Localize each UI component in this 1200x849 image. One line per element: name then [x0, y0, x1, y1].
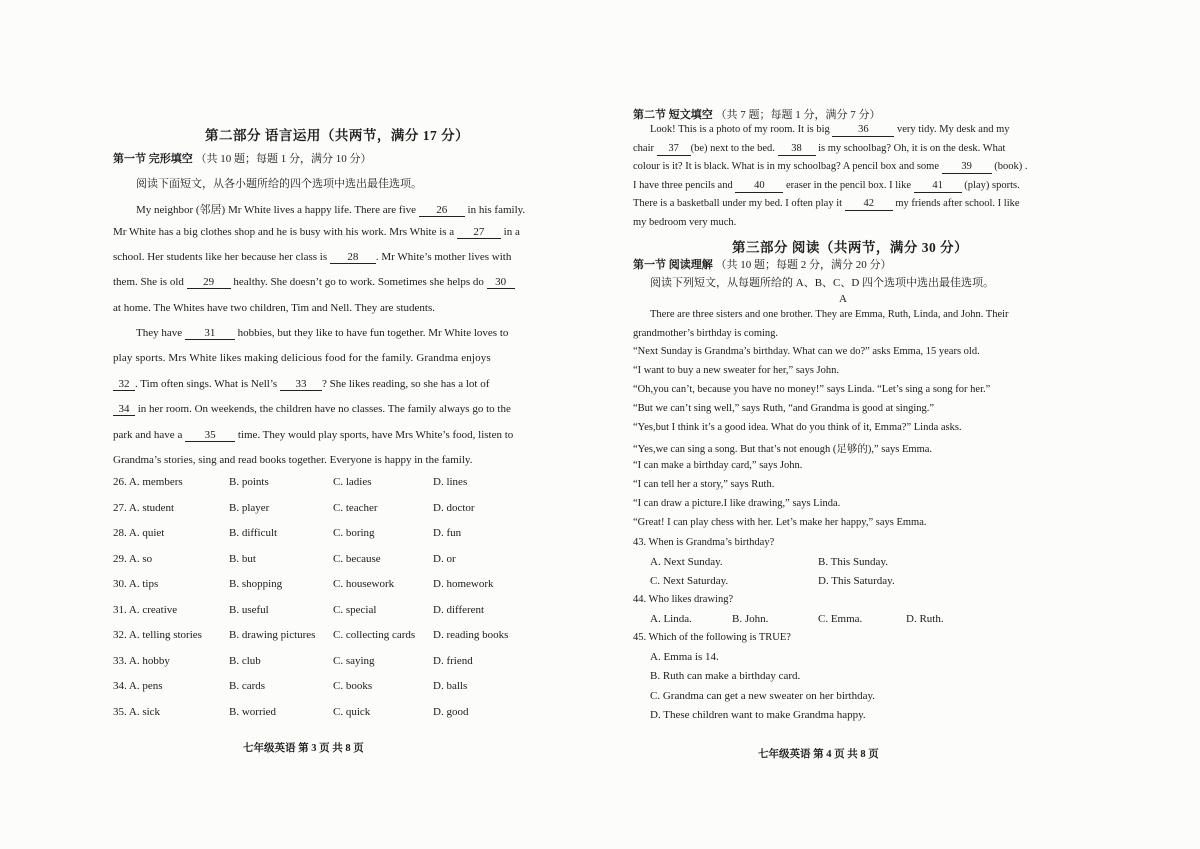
passage-line: play sports. Mrs White likes making delicious food for the family. Grandma enjoys — [113, 352, 491, 364]
q44-option-c[interactable]: C. Emma. — [818, 613, 863, 625]
question-option[interactable]: D. balls — [433, 680, 468, 692]
question-option[interactable]: C. because — [333, 552, 381, 565]
passage-line: them. She is old 29 healthy. She doesn’t go to work. Sometimes she helps do 30 — [113, 276, 515, 289]
section1-heading — [113, 150, 372, 166]
question-option[interactable]: D. fun — [433, 527, 462, 539]
question-option[interactable]: B. points — [229, 476, 269, 488]
question-option[interactable]: B. club — [229, 654, 261, 667]
fill-line: Look! This is a photo of my room. It is big 36 very tidy. My desk and my — [650, 124, 1010, 135]
q45-option-c[interactable]: C. Grandma can get a new sweater on her birthday. — [650, 690, 876, 702]
blank-26: 26 — [419, 204, 465, 217]
passage-line: park and have a 35 time. They would play sports, have Mrs White’s food, listen to — [113, 429, 514, 441]
question-option[interactable]: B. difficult — [229, 527, 278, 539]
question-option-a[interactable]: 26. A. members — [113, 476, 183, 488]
question-option[interactable]: D. friend — [433, 654, 473, 667]
blank-30: 30 — [487, 276, 515, 289]
section2-label: 第二节 短文填空 — [633, 109, 713, 121]
question-option[interactable]: B. worried — [229, 705, 277, 718]
passage-line: school. Her students like her because her class is 28 . Mr White’s mother lives with — [113, 251, 512, 263]
reading-line: “I can draw a picture.I like drawing,” says Linda. — [633, 498, 841, 509]
question-option[interactable]: C. ladies — [333, 476, 372, 488]
reading-section-note: （共 10 题；每题 2 分，满分 20 分） — [715, 259, 892, 271]
question-45-stem: 45. Which of the following is TRUE? — [633, 632, 791, 643]
question-option[interactable]: B. cards — [229, 680, 266, 692]
blank-40: 40 — [735, 180, 783, 193]
passage-line: Mr White has a big clothes shop and he is busy with his work. Mrs White is a 27 in a — [113, 226, 520, 238]
reading-instruction: 阅读下列短文，从每题所给的 A、B、C、D 四个选项中选出最佳选项。 — [650, 277, 995, 289]
passage-line: 32 . Tim often sings. What is Nell’s 33 ? She likes reading, so she has a lot of — [113, 378, 489, 391]
question-option[interactable]: B. useful — [229, 603, 269, 616]
question-option[interactable]: D. good — [433, 705, 469, 718]
q44-option-d[interactable]: D. Ruth. — [906, 613, 944, 625]
page-footer-left: 七年级英语 第 3 页 共 8 页 — [243, 743, 364, 754]
question-option[interactable]: C. housework — [333, 578, 395, 590]
reading-line: grandmother’s birthday is coming. — [633, 328, 779, 339]
q43-option-c[interactable]: C. Next Saturday. — [650, 575, 729, 587]
section1-note: （共 10 题；每题 1 分，满分 10 分） — [195, 153, 372, 165]
reading-line: There are three sisters and one brother. They are Emma, Ruth, Linda, and John. Their — [650, 309, 1009, 320]
blank-42: 42 — [845, 198, 893, 211]
blank-34: 34 — [113, 403, 135, 416]
question-option[interactable]: C. saying — [333, 654, 375, 667]
blank-27: 27 — [457, 226, 501, 239]
reading-section-heading — [633, 256, 892, 272]
blank-32: 32 — [113, 378, 135, 391]
passage-line: My neighbor (邻居) Mr White lives a happy life. There are five 26 in his family. — [136, 204, 526, 216]
blank-28: 28 — [330, 251, 376, 264]
question-option-a[interactable]: 30. A. tips — [113, 578, 159, 590]
page-footer-right: 七年级英语 第 4 页 共 8 页 — [758, 749, 879, 760]
question-option[interactable]: D. reading books — [433, 629, 509, 641]
question-option[interactable]: C. special — [333, 603, 377, 616]
section2-heading — [633, 106, 881, 122]
question-option[interactable]: C. books — [333, 680, 373, 692]
q43-option-d[interactable]: D. This Saturday. — [818, 575, 895, 587]
question-option-a[interactable]: 31. A. creative — [113, 603, 178, 616]
question-option[interactable]: B. drawing pictures — [229, 629, 316, 641]
reading-line: “I can make a birthday card,” says John. — [633, 460, 803, 471]
passage-line: They have 31 hobbies, but they like to have fun together. Mr White loves to — [136, 327, 509, 339]
question-option[interactable]: C. teacher — [333, 501, 378, 514]
fill-line: There is a basketball under my bed. I often play it 42 my friends after school. I like — [633, 198, 1020, 209]
blank-36: 36 — [832, 124, 894, 137]
fill-line: my bedroom very much. — [633, 217, 737, 228]
q45-option-a[interactable]: A. Emma is 14. — [650, 651, 719, 663]
reading-line: “Yes,but I think it’s a good idea. What do you think of it, Emma?” Linda asks. — [633, 422, 962, 433]
q44-option-a[interactable]: A. Linda. — [650, 613, 692, 625]
reading-line: “I can tell her a story,” says Ruth. — [633, 479, 775, 490]
part3-title: 第三部分 阅读（共两节，满分 30 分） — [732, 240, 969, 255]
reading-section-label: 第一节 阅读理解 — [633, 259, 713, 271]
passage-line: at home. The Whites have two children, Tim and Nell. They are students. — [113, 302, 435, 314]
blank-41: 41 — [914, 180, 962, 193]
blank-31: 31 — [185, 327, 235, 340]
reading-line: “I want to buy a new sweater for her,” says John. — [633, 365, 840, 376]
question-option[interactable]: C. quick — [333, 705, 371, 718]
blank-35: 35 — [185, 429, 235, 442]
question-option[interactable]: C. collecting cards — [333, 629, 416, 641]
question-option[interactable]: B. but — [229, 552, 256, 565]
blank-37: 37 — [657, 143, 691, 156]
blank-33: 33 — [280, 378, 322, 391]
reading-line: “Next Sunday is Grandma’s birthday. What can we do?” asks Emma, 15 years old. — [633, 346, 980, 357]
right-page — [600, 0, 1200, 849]
q45-option-b[interactable]: B. Ruth can make a birthday card. — [650, 670, 801, 682]
question-option[interactable]: D. homework — [433, 578, 494, 590]
blank-39: 39 — [942, 161, 992, 174]
question-option-a[interactable]: 35. A. sick — [113, 705, 161, 718]
question-option[interactable]: C. boring — [333, 527, 375, 539]
reading-line: “But we can’t sing well,” says Ruth, “and Grandma is good at singing.” — [633, 403, 935, 414]
q43-option-b[interactable]: B. This Sunday. — [818, 556, 888, 568]
blank-29: 29 — [187, 276, 231, 289]
question-option[interactable]: D. or — [433, 552, 456, 565]
question-option[interactable]: B. shopping — [229, 578, 283, 590]
question-44-stem: 44. Who likes drawing? — [633, 594, 734, 605]
question-option[interactable]: B. player — [229, 501, 270, 514]
fill-line: colour is it? It is black. What is in my schoolbag? A pencil box and some 39 (book) . — [633, 161, 1028, 172]
question-option-a[interactable]: 29. A. so — [113, 552, 153, 565]
q43-option-a[interactable]: A. Next Sunday. — [650, 556, 723, 568]
section2-note: （共 7 题；每题 1 分，满分 7 分） — [715, 109, 881, 121]
reading-line: “Great! I can play chess with her. Let’s make her happy,” says Emma. — [633, 517, 927, 528]
question-option[interactable]: D. doctor — [433, 501, 475, 514]
passage-letter: A — [839, 293, 847, 305]
fill-line: chair 37 (be) next to the bed. 38 is my schoolbag? Oh, it is on the desk. What — [633, 143, 1006, 154]
question-43-stem: 43. When is Grandma’s birthday? — [633, 537, 775, 548]
passage-line: 34 in her room. On weekends, the children have no classes. The family always go to the — [113, 403, 511, 416]
question-option-a[interactable]: 27. A. student — [113, 501, 175, 514]
question-option-a[interactable]: 32. A. telling stories — [113, 629, 202, 641]
passage-line: Grandma’s stories, sing and read books together. Everyone is happy in the family. — [113, 454, 473, 466]
question-option-a[interactable]: 34. A. pens — [113, 680, 163, 692]
section1-label: 第一节 完形填空 — [113, 153, 193, 165]
question-option-a[interactable]: 33. A. hobby — [113, 654, 170, 667]
part2-title: 第二部分 语言运用（共两节，满分 17 分） — [205, 128, 470, 143]
question-option-a[interactable]: 28. A. quiet — [113, 527, 165, 539]
blank-38: 38 — [778, 143, 816, 156]
reading-line: “Yes,we can sing a song. But that’s not enough (足够的),” says Emma. — [633, 444, 933, 455]
q45-option-d[interactable]: D. These children want to make Grandma happy. — [650, 709, 866, 721]
question-option[interactable]: D. different — [433, 603, 485, 616]
cloze-instruction: 阅读下面短文，从各小题所给的四个选项中选出最佳选项。 — [136, 178, 422, 190]
question-option[interactable]: D. lines — [433, 476, 468, 488]
fill-line: I have three pencils and 40 eraser in the pencil box. I like 41 (play) sports. — [633, 180, 1020, 191]
reading-line: “Oh,you can’t, because you have no money!” says Linda. “Let’s sing a song for her.” — [633, 384, 991, 395]
q44-option-b[interactable]: B. John. — [732, 613, 769, 625]
